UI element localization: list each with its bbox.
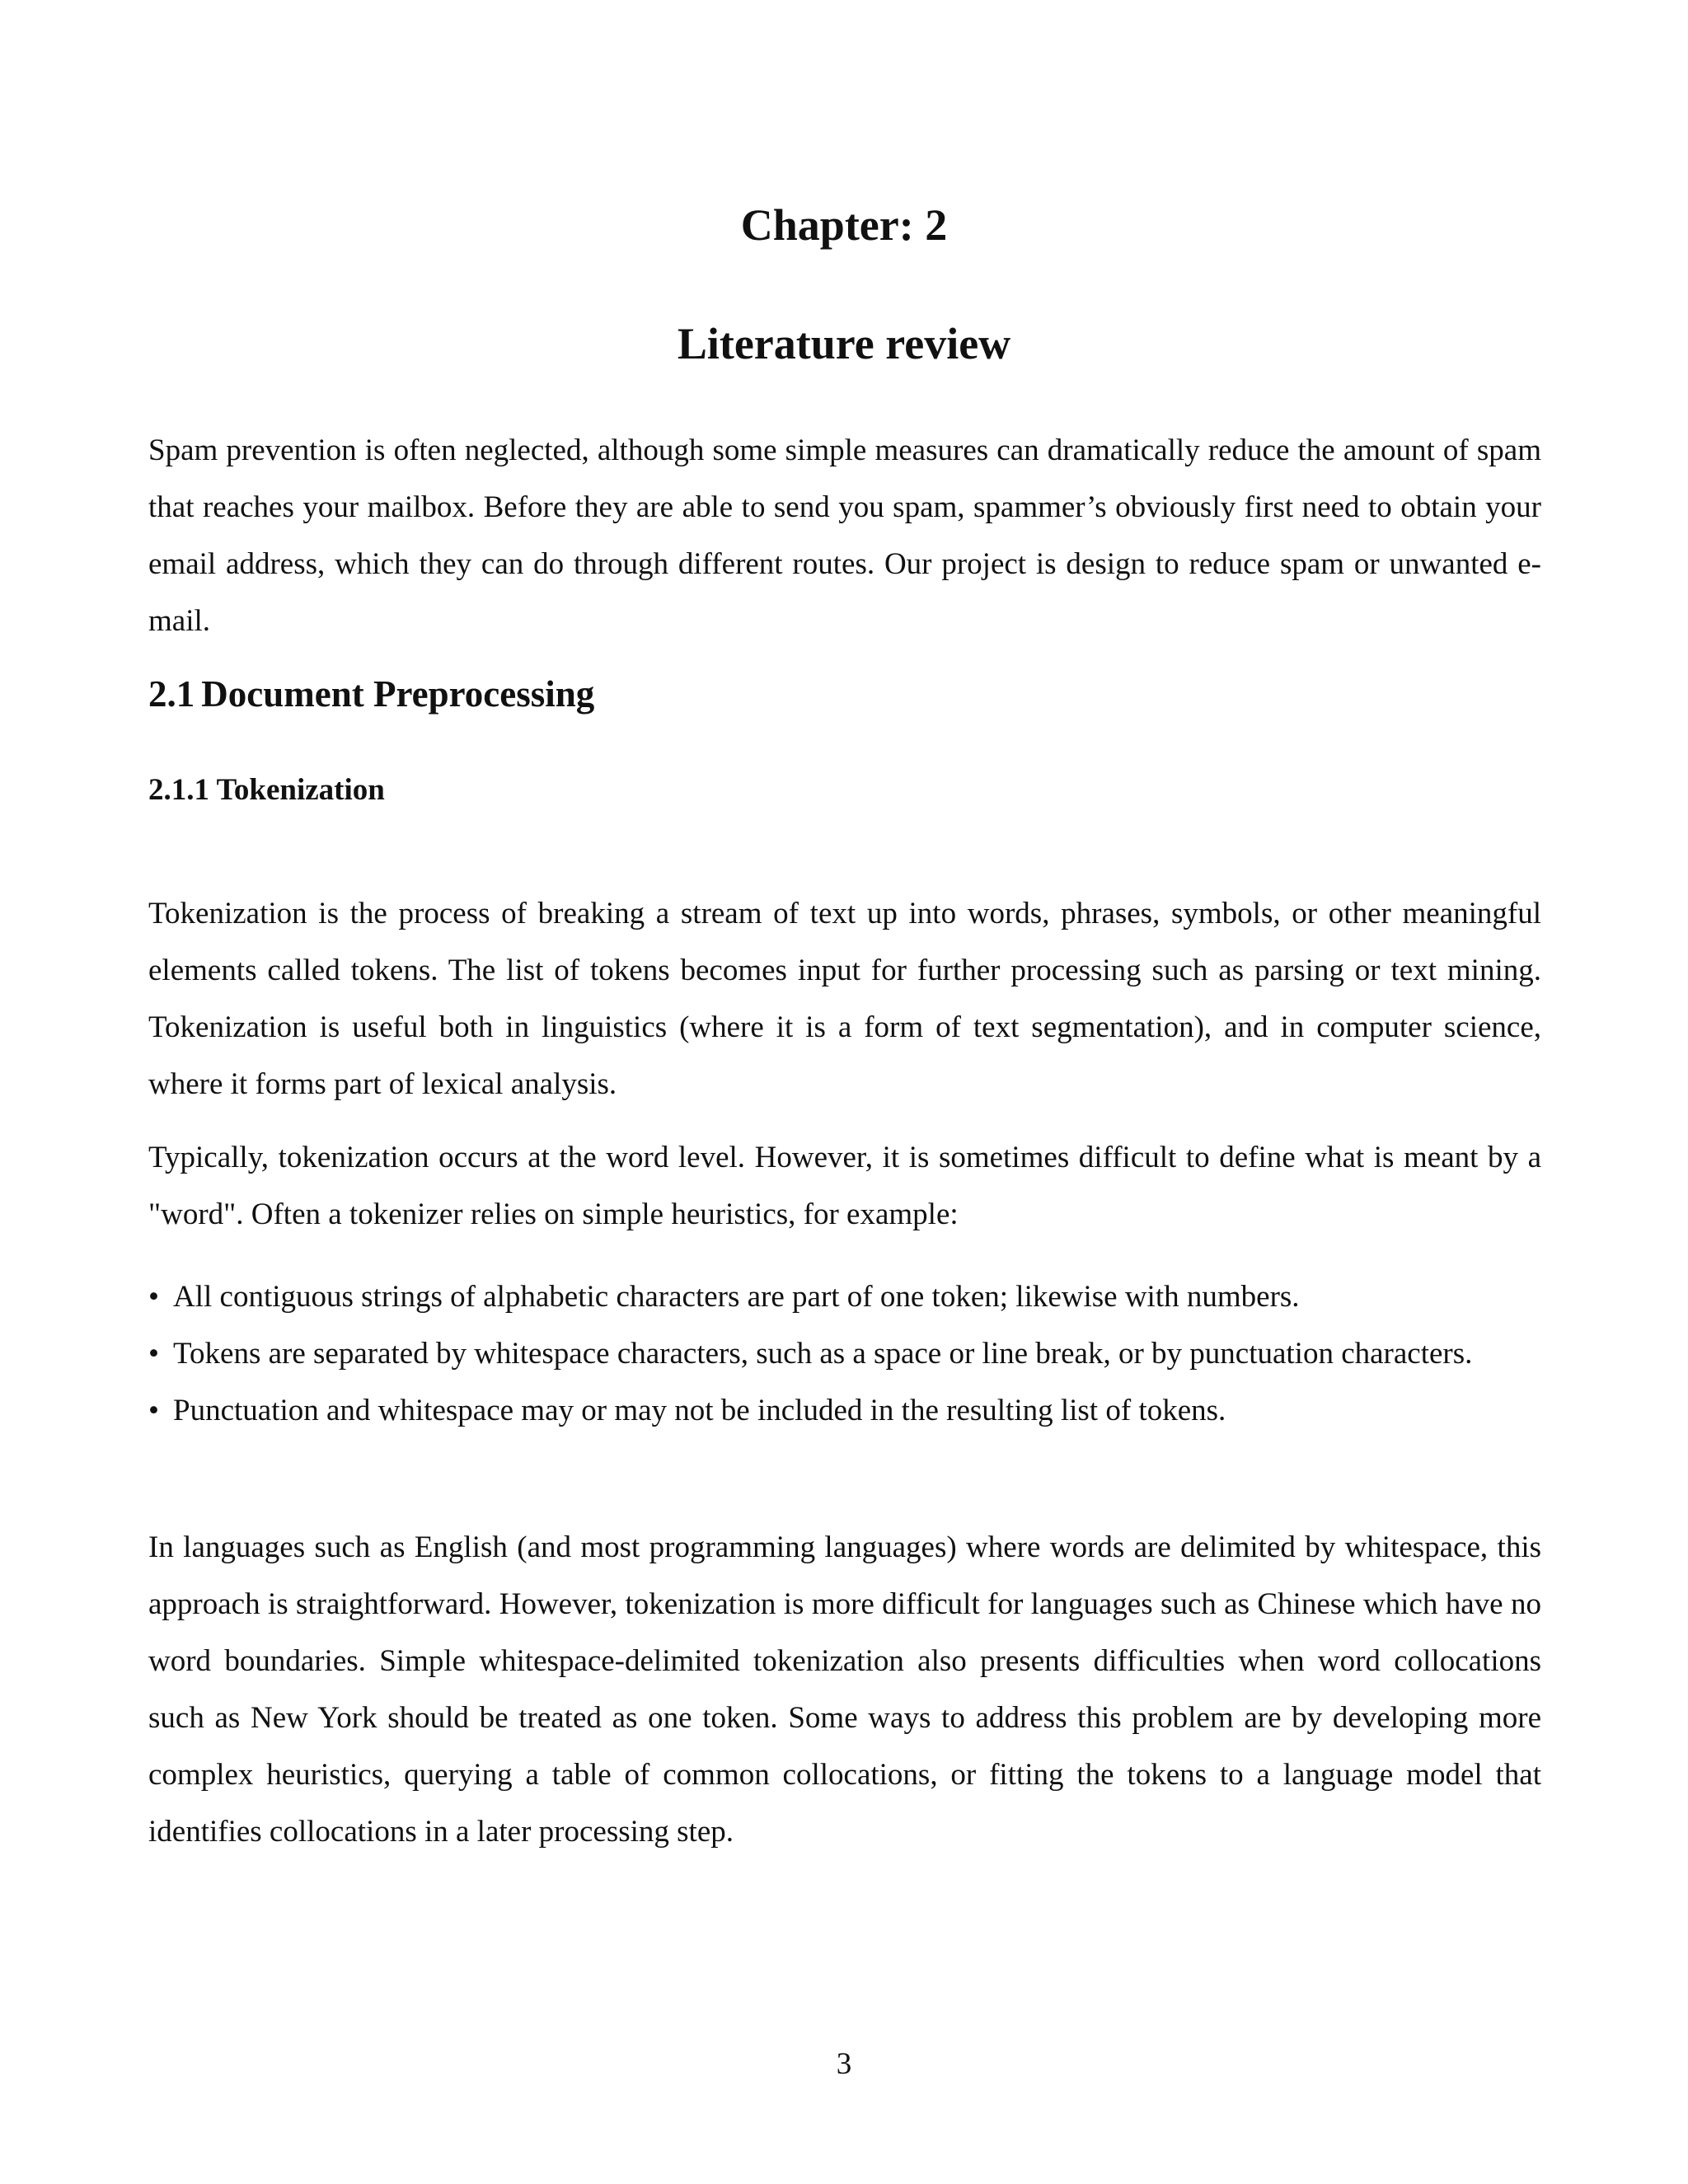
section-title: Document Preprocessing bbox=[201, 673, 595, 715]
paragraph-languages: In languages such as English (and most programming languages) where words are delimited by whitespace, this approach is straightforward. However, tokenization is more difficult for languages such as Chinese which have no word boundaries. Simple whitespace-delimited tokenization also presents difficulties when word collocations such as New York should be treated as one token. Some ways to address this problem are by developing more complex heuristics, querying a table of common collocations, or fitting the tokens to a language model that identifies collocations in a later processing step. bbox=[148, 1530, 1541, 1849]
section-heading bbox=[148, 669, 594, 719]
page-number: 3 bbox=[836, 2047, 852, 2081]
chapter-title: Chapter: 2 bbox=[740, 200, 948, 250]
chapter-subtitle: Literature review bbox=[677, 319, 1011, 368]
list-item bbox=[148, 1325, 1541, 1382]
paragraph-tokenization-definition: Tokenization is the process of breaking a stream of text up into words, phrases, symbols, or other meaningful elements called tokens. The list of tokens becomes input for further processing such as parsing or text mining. Tokenization is useful both in linguistics (where it is a form of text segmentation), and in computer science, where it forms part of lexical analysis. bbox=[148, 897, 1541, 1101]
subsection-heading: 2.1.1 Tokenization bbox=[148, 773, 385, 807]
list-item bbox=[148, 1382, 1541, 1439]
list-item-text: Tokens are separated by whitespace characters, such as a space or line break, or by punctuation characters. bbox=[173, 1337, 1473, 1371]
list-item-text: Punctuation and whitespace may or may not be included in the resulting list of tokens. bbox=[173, 1394, 1226, 1427]
list-item bbox=[148, 1268, 1541, 1325]
list-item-text: All contiguous strings of alphabetic characters are part of one token; likewise with numbers. bbox=[173, 1280, 1300, 1314]
bullet-icon: • bbox=[148, 1394, 159, 1427]
section-number: 2.1 bbox=[148, 673, 195, 715]
paragraph-word-level: Typically, tokenization occurs at the word level. However, it is sometimes difficult to define what is meant by a "word". Often a tokenizer relies on simple heuristics, for example: bbox=[148, 1141, 1541, 1231]
bullet-icon: • bbox=[148, 1337, 159, 1371]
heuristics-list bbox=[148, 1268, 1541, 1439]
intro-paragraph: Spam prevention is often neglected, although some simple measures can dramatically reduce the amount of spam that reaches your mailbox. Before they are able to send you spam, spammer’s obviously first need to obtain your email address, which they can do through different routes. Our project is design to reduce spam or unwanted e-mail. bbox=[148, 434, 1541, 638]
bullet-icon: • bbox=[148, 1280, 159, 1314]
